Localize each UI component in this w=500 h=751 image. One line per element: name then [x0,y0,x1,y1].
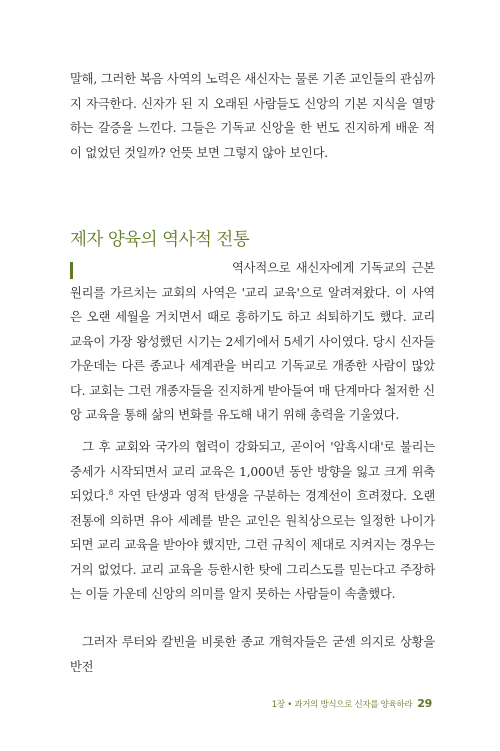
page-footer [272,697,432,710]
page-number: 29 [417,697,432,710]
footnote-marker: 8 [108,488,114,497]
section-heading: 제자 양육의 역사적 전통 [70,230,250,250]
paragraph-middle-ages [70,435,435,607]
paragraph-history: 역사적으로 새신자에게 기독교의 근본 원리를 가르치는 교회의 사역은 '교리 교육'으로 알려져왔다. 이 사역은 오랜 세월을 거치면서 때로 흥하기도 하고 쇠퇴하기도 했다. 교리 교육이 가장 왕성했던 시기는 2세기에서 5세기 사이였다. 당시 신자들 가운데는 다른 종교나 세계관을 버리고 기독교로 개종한 사람이 많았다. 교회는 그런 개종자들을 진지하게 받아들여 매 단계마다 철저한 신앙 교육을 통해 삶의 변화를 유도해 내기 위해 총력을 기울였다. [70,261,435,422]
paragraph-middle-ages-cont: 자연 탄생과 영적 탄생을 구분하는 경계선이 흐려졌다. 오랜 전통에 의하면 유아 세례를 받은 교인은 원칙상으로는 일정한 나이가 되면 교리 교육을 받아야 했지만, 그런 규칙이 제대로 지켜지는 경우는 거의 없었다. 교리 교육을 등한시한 탓에 그리스도를 믿는다고 주장하는 이들 가운데 신앙의 의미를 알지 못하는 사람들이 속출했다. [70,489,435,601]
paragraph-intro: 말해, 그러한 복음 사역의 노력은 새신자는 물론 기존 교인들의 관심까지 자극한다. 신자가 된 지 오래된 사람들도 신앙의 기본 지식을 열망하는 갈증을 느낀다. 그들은 기독교 신앙을 한 번도 진지하게 배운 적이 없었던 것일까? 언뜻 보면 그렇지 않아 보인다. [70,72,435,160]
paragraph-middle-ages-text: 그 후 교회와 국가의 협력이 강화되고, 곧이어 '암흑시대'로 불리는 중세가 시작되면서 교리 교육은 1,000년 동안 방향을 잃고 크게 위축되었다. [70,440,435,503]
running-chapter-title: 1장 • 과거의 방식으로 신자를 양육하라 [271,700,413,710]
paragraph-reformers: 그러자 루터와 칼빈을 비롯한 종교 개혁자들은 굳센 의지로 상황을 반전 [70,635,435,674]
